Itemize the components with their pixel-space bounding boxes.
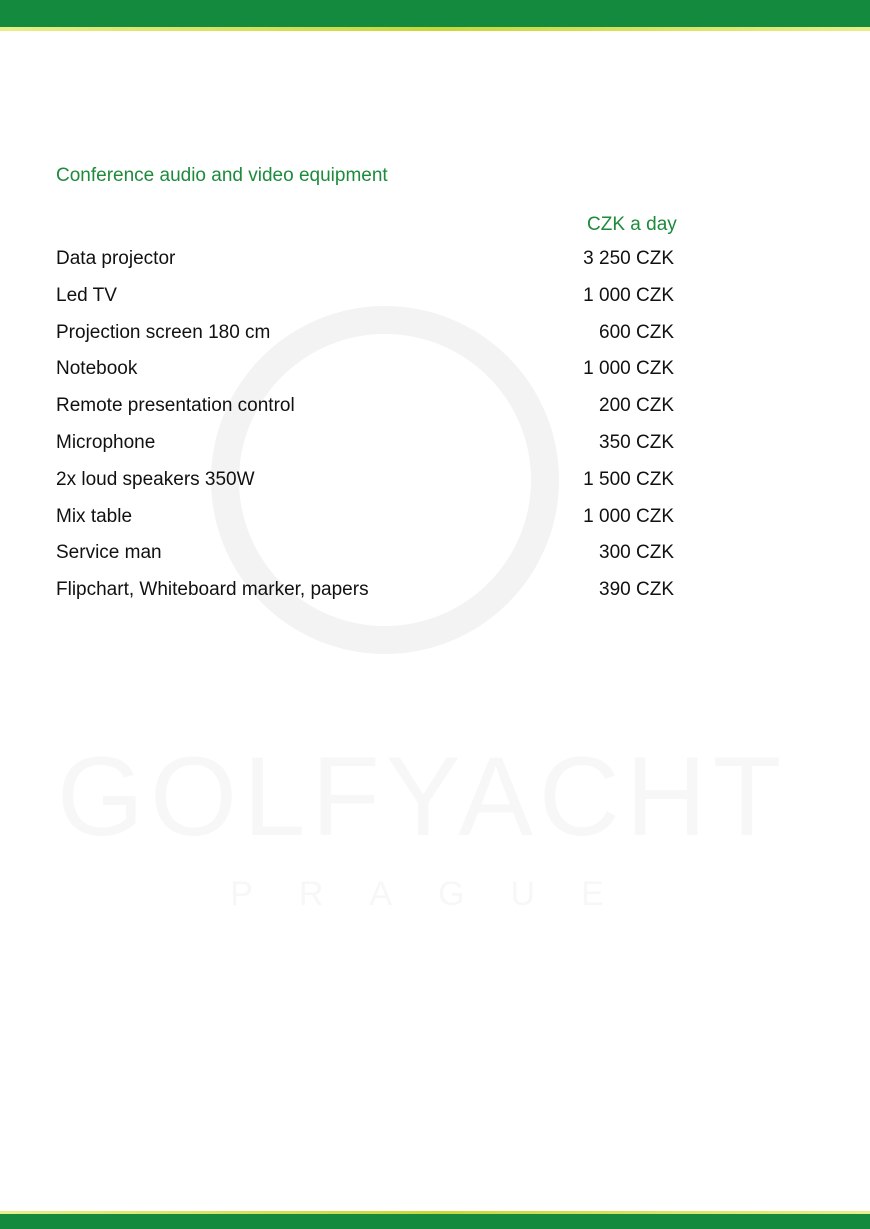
list-item (56, 393, 674, 430)
list-item (56, 246, 674, 283)
item-price: 600 CZK (599, 321, 674, 343)
item-name: Notebook (56, 358, 138, 380)
equipment-price-list (56, 246, 674, 614)
header-yellow-stripe (0, 27, 870, 31)
item-name: Remote presentation control (56, 395, 295, 417)
item-price: 1 000 CZK (583, 505, 674, 527)
item-name: Projection screen 180 cm (56, 321, 271, 343)
item-price: 200 CZK (599, 395, 674, 417)
list-item (56, 467, 674, 504)
item-price: 390 CZK (599, 579, 674, 601)
item-price: 350 CZK (599, 431, 674, 453)
item-price: 300 CZK (599, 542, 674, 564)
item-name: Data projector (56, 248, 176, 269)
item-name: Flipchart, Whiteboard marker, papers (56, 579, 369, 601)
list-item (56, 430, 674, 467)
list-item (56, 283, 674, 320)
item-price: 3 250 CZK (583, 248, 674, 269)
item-name: 2x loud speakers 350W (56, 468, 255, 490)
price-column-header: CZK a day (587, 214, 677, 235)
list-item (56, 356, 674, 393)
item-price: 1 000 CZK (583, 358, 674, 380)
item-price: 1 000 CZK (583, 284, 674, 306)
item-price: 1 500 CZK (583, 468, 674, 490)
list-item (56, 540, 674, 577)
list-item (56, 504, 674, 541)
item-name: Service man (56, 542, 162, 564)
list-item (56, 577, 674, 614)
footer-green-band (0, 1214, 870, 1229)
item-name: Microphone (56, 431, 156, 453)
section-heading: Conference audio and video equipment (56, 165, 388, 186)
header-green-band (0, 0, 870, 27)
item-name: Mix table (56, 505, 133, 527)
list-item (56, 320, 674, 357)
item-name: Led TV (56, 284, 117, 306)
watermark-location: PRAGUE (230, 875, 650, 913)
watermark-brand: GOLFYACHT (56, 734, 788, 859)
